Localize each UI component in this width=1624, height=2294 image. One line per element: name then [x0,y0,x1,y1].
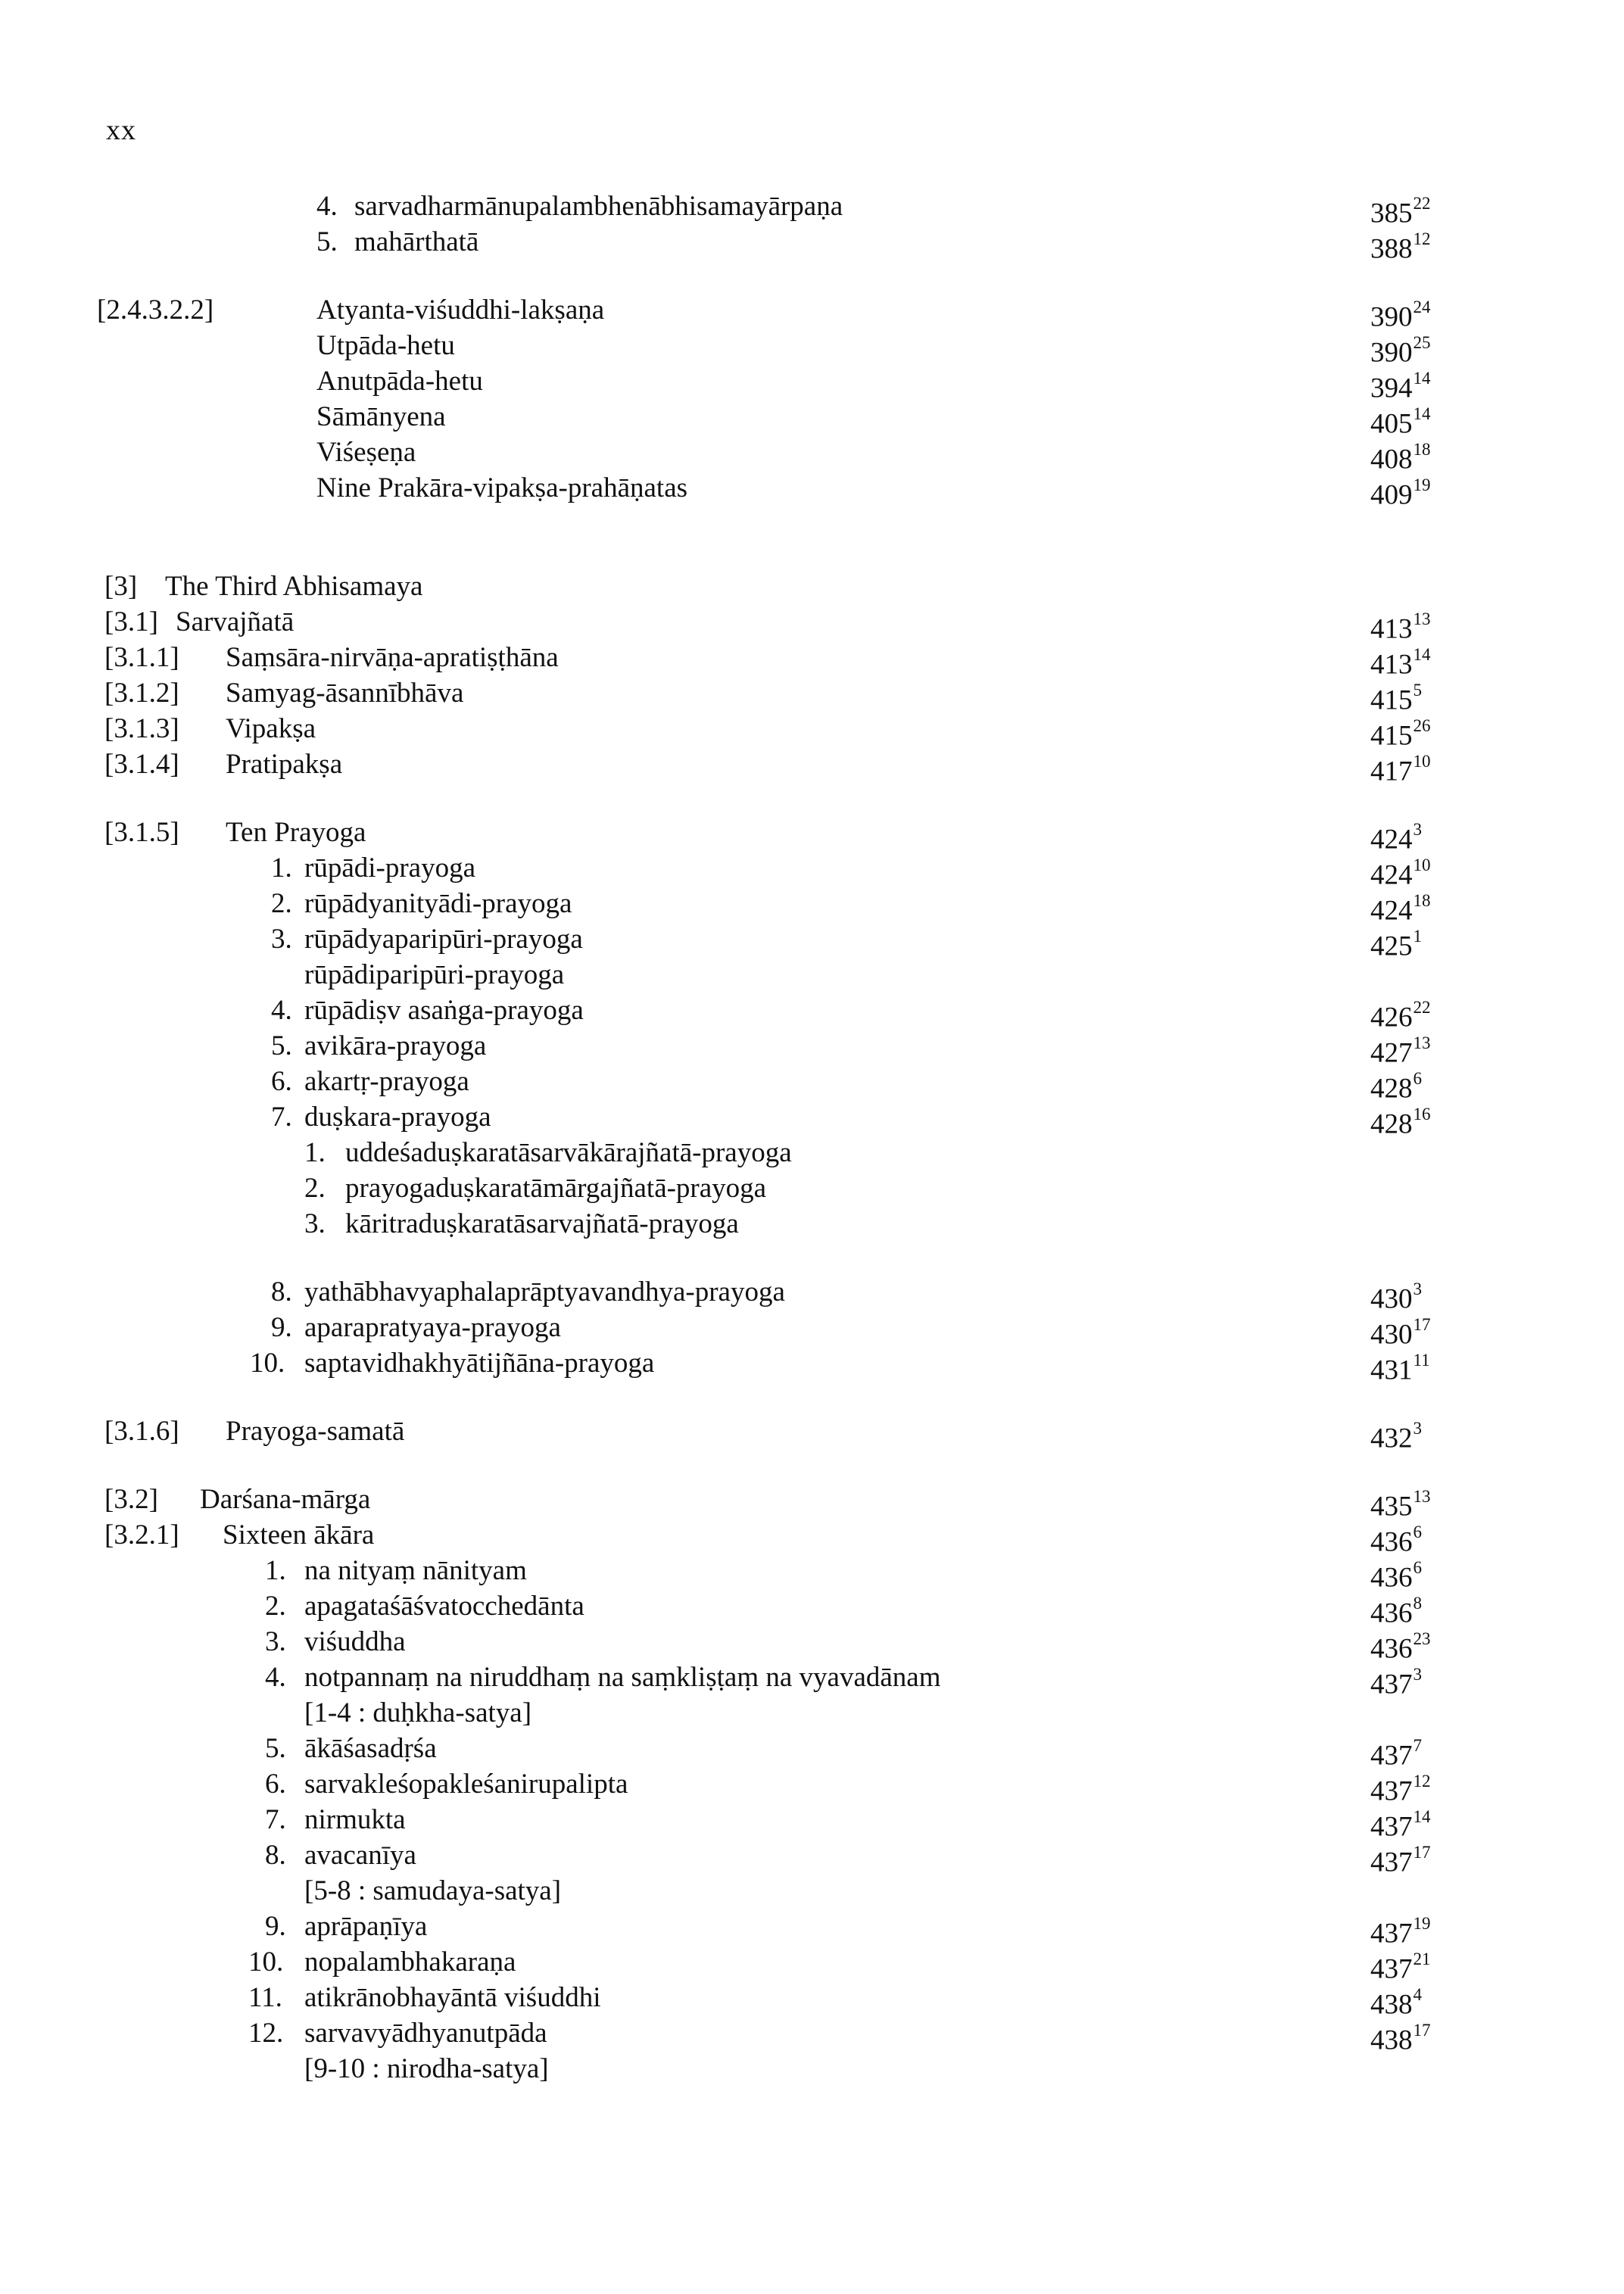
entry-title: sarvakleśopakleśanirupalipta [304,1769,628,1800]
line-ref-superscript: 17 [1413,1315,1431,1334]
entry-number: 7. [271,1102,292,1133]
entry-title: Pratipakṣa [226,749,343,780]
line-ref-superscript: 26 [1413,716,1431,735]
line-ref-superscript: 21 [1413,1950,1431,1968]
line-ref-superscript: 22 [1413,998,1431,1017]
entry-number: [3.1.1] [104,642,179,673]
toc-entry [0,1207,1624,1242]
toc-entry [0,1311,1624,1351]
entry-number: 8. [265,1840,286,1871]
entry-title: ākāśasadṛśa [304,1733,437,1764]
toc-entry [0,1981,1624,2021]
page-ref-number: 436 [1370,1562,1413,1594]
page-ref-number: 437 [1370,1953,1413,1985]
toc-entry [0,851,1624,891]
toc-entry [0,712,1624,752]
entry-title: [1-4 : duḥkha-satya] [304,1697,532,1728]
entry-page-ref [1370,471,1431,513]
toc-entry [0,1414,1624,1454]
page-ref-number: 437 [1370,1775,1413,1807]
toc-entry [0,1625,1624,1665]
entry-title: mahārthatā [354,226,479,257]
entry-page-ref [1370,1346,1430,1388]
page-ref-number: 430 [1370,1319,1413,1351]
entry-number: [3.1.3] [104,713,179,744]
entry-title: Vipakṣa [226,713,316,744]
line-ref-superscript: 10 [1413,856,1431,874]
line-ref-superscript: 23 [1413,1629,1431,1648]
entry-title: yathābhavyaphalaprāptyavandhya-prayoga [304,1276,785,1308]
toc-entry [0,922,1624,962]
entry-number: 3. [271,924,292,955]
entry-number: 1. [271,852,292,884]
entry-number: 10. [248,1946,284,1978]
toc-entry [0,1171,1624,1206]
entry-number: [3.2.1] [104,1519,179,1551]
line-ref-superscript: 13 [1413,1487,1431,1506]
line-ref-superscript: 19 [1413,475,1431,494]
toc-entry [0,293,1624,333]
line-ref-superscript: 13 [1413,609,1431,628]
toc-entry [0,1838,1624,1878]
line-ref-superscript: 14 [1413,1807,1431,1826]
entry-title: avacanīya [304,1840,416,1871]
entry-number: 9. [271,1312,292,1343]
entry-title: viśuddha [304,1626,406,1657]
toc-entry [0,1589,1624,1629]
entry-title: rūpādiṣv asaṅga-prayoga [304,995,584,1026]
toc-entry [0,887,1624,927]
entry-title: nirmukta [304,1804,406,1835]
entry-number: [3.1] [104,606,158,637]
line-ref-superscript: 8 [1413,1594,1422,1613]
entry-title: Sixteen ākāra [223,1519,375,1551]
page-ref-number: 388 [1370,233,1413,265]
entry-title: rūpādyaparipūri-prayoga [304,924,583,955]
line-ref-superscript: 22 [1413,194,1431,213]
page-ref-number: 437 [1370,1847,1413,1878]
line-ref-superscript: 3 [1413,1419,1422,1438]
toc-entry [0,605,1624,645]
toc-entry [0,364,1624,404]
page-ref-number: 426 [1370,1002,1413,1033]
page-ref-number: 428 [1370,1108,1413,1140]
toc-entry [0,1275,1624,1315]
toc-entry [0,1100,1624,1140]
entry-number: 2. [271,888,292,919]
toc-entry [0,641,1624,681]
entry-number: 4. [316,191,338,222]
entry-title: Samyag-āsannībhāva [226,678,464,709]
entry-title: rūpādyanityādi-prayoga [304,888,572,919]
toc-entry [0,676,1624,716]
line-ref-superscript: 12 [1413,229,1431,248]
line-ref-superscript: 24 [1413,298,1431,316]
page-ref-number: 432 [1370,1423,1413,1454]
entry-page-ref [1370,747,1431,789]
page-ref-number: 394 [1370,372,1413,404]
toc-entry [0,993,1624,1033]
entry-number: 3. [304,1208,326,1239]
line-ref-superscript: 17 [1413,1843,1431,1862]
entry-title: Sarvajñatā [176,606,295,637]
page-ref-number: 424 [1370,895,1413,927]
page-ref-number: 436 [1370,1597,1413,1629]
entry-title: notpannaṃ na niruddhaṃ na saṃkliṣṭaṃ na vyavadānam [304,1662,941,1693]
entry-title: prayogaduṣkaratāmārgajñatā-prayoga [345,1173,767,1204]
entry-number: 5. [316,226,338,257]
toc-entry [0,435,1624,475]
toc-entry [0,1518,1624,1558]
page-ref-number: 437 [1370,1669,1413,1700]
entry-title: saptavidhakhyātijñāna-prayoga [304,1348,655,1379]
entry-title: Prayoga-samatā [226,1416,405,1447]
toc-entry [0,1945,1624,1985]
page-ref-number: 413 [1370,613,1413,645]
entry-title: uddeśaduṣkaratāsarvākārajñatā-prayoga [345,1137,792,1168]
entry-number: 2. [304,1173,326,1204]
toc-entry [0,1029,1624,1069]
page-ref-number: 437 [1370,1918,1413,1950]
entry-number: 6. [271,1066,292,1097]
entry-number: 1. [265,1555,286,1586]
entry-title: avikāra-prayoga [304,1030,487,1061]
page-ref-number: 436 [1370,1526,1413,1558]
line-ref-superscript: 6 [1413,1523,1422,1541]
entry-number: [3.1.5] [104,817,179,848]
page-ref-number: 405 [1370,408,1413,440]
entry-title: na nityaṃ nānityam [304,1555,527,1586]
line-ref-superscript: 13 [1413,1033,1431,1052]
entry-title: Utpāda-hetu [316,330,455,361]
page-ref-number: 425 [1370,930,1413,962]
entry-title: atikrānobhayāntā viśuddhi [304,1982,601,2013]
entry-title: rūpādiparipūri-prayoga [304,959,565,990]
entry-title: Ten Prayoga [226,817,366,848]
page-ref-number: 390 [1370,337,1413,369]
toc-entry [0,1064,1624,1105]
toc-entry [0,958,1624,993]
toc-entry [0,747,1624,787]
page-ref-number: 438 [1370,1989,1413,2021]
entry-number: 8. [271,1276,292,1308]
entry-title: akartṛ-prayoga [304,1066,469,1097]
toc-entry [0,1696,1624,1731]
page-ref-number: 409 [1370,479,1413,511]
entry-number: 9. [265,1911,286,1942]
line-ref-superscript: 11 [1413,1351,1430,1370]
line-ref-superscript: 18 [1413,440,1431,459]
page-ref-number: 430 [1370,1283,1413,1315]
line-ref-superscript: 14 [1413,645,1431,664]
entry-title: [5-8 : samudaya-satya] [304,1875,562,1906]
line-ref-superscript: 14 [1413,369,1431,388]
entry-number: [3.2] [104,1484,158,1515]
entry-number: 11. [248,1982,282,2013]
page-ref-number: 436 [1370,1633,1413,1665]
toc-entry [0,1874,1624,1909]
entry-number: 5. [265,1733,286,1764]
toc-entry [0,1660,1624,1700]
line-ref-superscript: 6 [1413,1558,1422,1577]
toc-entry [0,400,1624,440]
page-ref-number: 413 [1370,649,1413,681]
line-ref-superscript: 12 [1413,1772,1431,1791]
page-ref-number: 408 [1370,444,1413,475]
entry-title: nopalambhakaraṇa [304,1946,516,1978]
toc-entry [0,1346,1624,1386]
toc-entry [0,1731,1624,1772]
page-ref-number: 437 [1370,1740,1413,1772]
entry-number: 6. [265,1769,286,1800]
toc-entry [0,225,1624,265]
toc-entry [0,1554,1624,1594]
line-ref-superscript: 7 [1413,1736,1422,1755]
entry-number: [3] [104,571,138,602]
toc-entry [0,1803,1624,1843]
toc-entry [0,471,1624,511]
entry-number: 10. [250,1348,285,1379]
entry-number: 7. [265,1804,286,1835]
line-ref-superscript: 17 [1413,2021,1431,2040]
line-ref-superscript: 3 [1413,820,1422,839]
toc-entry [0,1482,1624,1523]
entry-number: 1. [304,1137,326,1168]
page-ref-number: 428 [1370,1073,1413,1105]
page-ref-number: 438 [1370,2024,1413,2056]
line-ref-superscript: 18 [1413,891,1431,910]
entry-title: Anutpāda-hetu [316,366,483,397]
page-number: xx [106,114,136,146]
page-ref-number: 424 [1370,859,1413,891]
entry-number: 3. [265,1626,286,1657]
page-ref-number: 435 [1370,1491,1413,1523]
toc-entry [0,1136,1624,1170]
line-ref-superscript: 5 [1413,681,1422,700]
entry-title: The Third Abhisamaya [165,571,423,602]
entry-title: aprāpaṇīya [304,1911,428,1942]
entry-title: duṣkara-prayoga [304,1102,491,1133]
toc-entry [0,329,1624,369]
entry-title: Viśeṣeṇa [316,437,416,468]
entry-number: 12. [248,2018,284,2049]
page-ref-number: 390 [1370,301,1413,333]
toc-entry [0,1767,1624,1807]
entry-title: Atyanta-viśuddhi-lakṣaṇa [316,295,605,326]
entry-title: Darśana-mārga [200,1484,371,1515]
toc-entry [0,2052,1624,2087]
entry-number: 4. [271,995,292,1026]
page-ref-number: 424 [1370,824,1413,856]
page-ref-number: 415 [1370,720,1413,752]
entry-title: Sāmānyena [316,401,446,432]
page-ref-number: 415 [1370,684,1413,716]
entry-title: [9-10 : nirodha-satya] [304,2053,549,2084]
page-ref-number: 417 [1370,756,1413,787]
entry-number: 5. [271,1030,292,1061]
entry-number: [3.1.2] [104,678,179,709]
line-ref-superscript: 14 [1413,404,1431,423]
page-ref-number: 431 [1370,1354,1413,1386]
line-ref-superscript: 3 [1413,1665,1422,1684]
entry-number: 4. [265,1662,286,1693]
line-ref-superscript: 10 [1413,752,1431,771]
toc-entry [0,2016,1624,2056]
entry-title: Nine Prakāra-vipakṣa-prahāṇatas [316,472,688,503]
page-ref-number: 385 [1370,198,1413,229]
line-ref-superscript: 4 [1413,1985,1422,2004]
page-ref-number: 427 [1370,1037,1413,1069]
line-ref-superscript: 6 [1413,1069,1422,1088]
toc-entry [0,815,1624,856]
entry-page-ref [1370,225,1431,266]
entry-number: [2.4.3.2.2] [97,295,214,326]
entry-page-ref [1370,1414,1422,1456]
toc-entry [0,189,1624,229]
entry-title: Saṃsāra-nirvāṇa-apratiṣṭhāna [226,642,559,673]
entry-title: kāritraduṣkaratāsarvajñatā-prayoga [345,1208,739,1239]
entry-title: rūpādi-prayoga [304,852,476,884]
entry-title: aparapratyaya-prayoga [304,1312,561,1343]
entry-title: sarvadharmānupalambhenābhisamayārpaṇa [354,191,843,222]
toc-entry [0,1909,1624,1950]
entry-number: [3.1.4] [104,749,179,780]
line-ref-superscript: 25 [1413,333,1431,352]
entry-number: 2. [265,1591,286,1622]
page-ref-number: 437 [1370,1811,1413,1843]
line-ref-superscript: 3 [1413,1279,1422,1298]
entry-title: apagataśāśvatocchedānta [304,1591,584,1622]
entry-number: [3.1.6] [104,1416,179,1447]
entry-title: sarvavyādhyanutpāda [304,2018,547,2049]
line-ref-superscript: 1 [1413,927,1422,946]
line-ref-superscript: 19 [1413,1914,1431,1933]
line-ref-superscript: 16 [1413,1105,1431,1124]
toc-entry [0,569,1624,604]
